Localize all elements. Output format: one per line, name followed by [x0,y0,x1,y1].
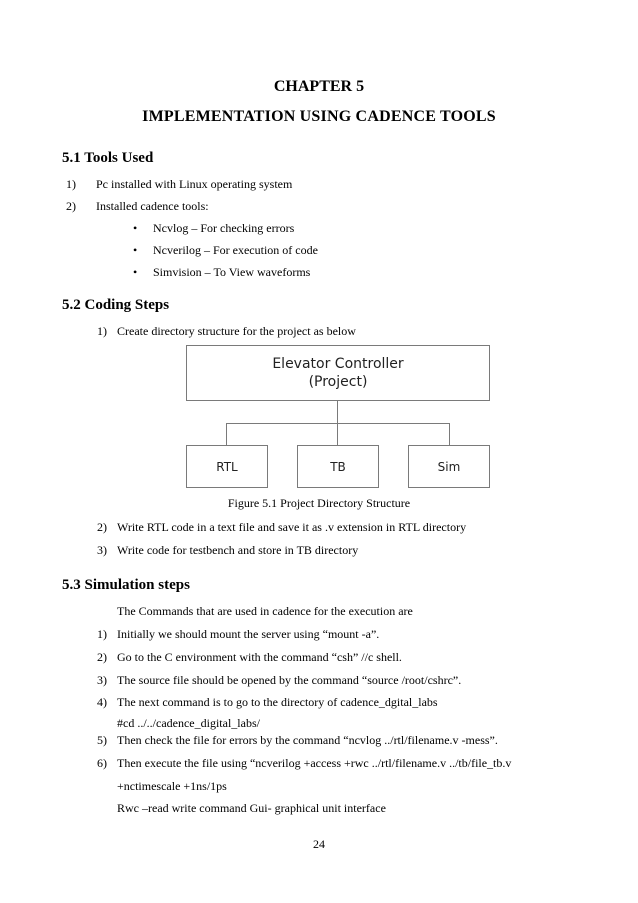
directory-structure-diagram [186,345,490,487]
list-item: Then check the file for errors by the command “ncvlog ../rtl/filename.v -mess”. [117,733,498,747]
list-item: Pc installed with Linux operating system [96,177,293,191]
list-number: 1) [97,324,107,338]
list-number: 4) [97,695,107,709]
diagram-connector [337,423,338,445]
list-item: Then execute the file using “ncverilog +access +rwc ../rtl/filename.v ../tb/file_tb.v [117,756,512,770]
list-number: 2) [97,520,107,534]
list-number: 3) [97,543,107,557]
chapter-title: IMPLEMENTATION USING CADENCE TOOLS [142,108,496,125]
list-number: 1) [97,627,107,641]
bullet-mark: • [133,265,138,279]
list-number: 6) [97,756,107,770]
note-line: Rwc –read write command Gui- graphical unit interface [117,801,386,815]
page-number: 24 [313,837,325,851]
section-intro: The Commands that are used in cadence for the execution are [117,604,413,618]
list-number: 5) [97,733,107,747]
section-heading-simulation-steps: 5.3 Simulation steps [62,577,190,593]
section-heading-tools-used: 5.1 Tools Used [62,150,154,166]
diagram-box-sim [408,445,490,488]
diagram-box-label: RTL [216,459,238,474]
list-item: Write code for testbench and store in TB directory [117,543,359,557]
diagram-root-label-line1: Elevator Controller [272,356,404,372]
list-item: Initially we should mount the server using “mount -a”. [117,627,380,641]
list-item: Create directory structure for the project as below [117,324,356,338]
diagram-box-tb [297,445,379,488]
bullet-mark: • [133,243,138,257]
list-item: The source file should be opened by the command “source /root/cshrc”. [117,673,462,687]
bullet-item: Simvision – To View waveforms [153,265,311,279]
list-item: Installed cadence tools: [96,199,209,213]
list-number: 2) [66,199,76,213]
list-item: Write RTL code in a text file and save it as .v extension in RTL directory [117,520,467,534]
bullet-mark: • [133,221,138,235]
diagram-box-label: TB [330,459,346,474]
diagram-connector [449,423,450,445]
section-heading-coding-steps: 5.2 Coding Steps [62,297,170,313]
bullet-item: Ncvlog – For checking errors [153,221,295,235]
diagram-connector [226,423,227,445]
diagram-root-label-line2: (Project) [308,374,368,390]
diagram-box-label: Sim [437,459,461,474]
command-line: #cd ../../cadence_digital_labs/ [117,716,260,730]
list-number: 1) [66,177,76,191]
diagram-connector [337,400,338,423]
diagram-box-rtl [186,445,268,488]
chapter-label: CHAPTER 5 [273,78,365,95]
list-number: 3) [97,673,107,687]
diagram-root-box [186,345,490,401]
command-continuation: +nctimescale +1ns/1ps [117,779,227,793]
list-item: The next command is to go to the directory of cadence_dgital_labs [117,695,438,709]
list-item: Go to the C environment with the command “csh” //c shell. [117,650,402,664]
figure-caption: Figure 5.1 Project Directory Structure [227,496,411,510]
bullet-item: Ncverilog – For execution of code [153,243,318,257]
list-number: 2) [97,650,107,664]
